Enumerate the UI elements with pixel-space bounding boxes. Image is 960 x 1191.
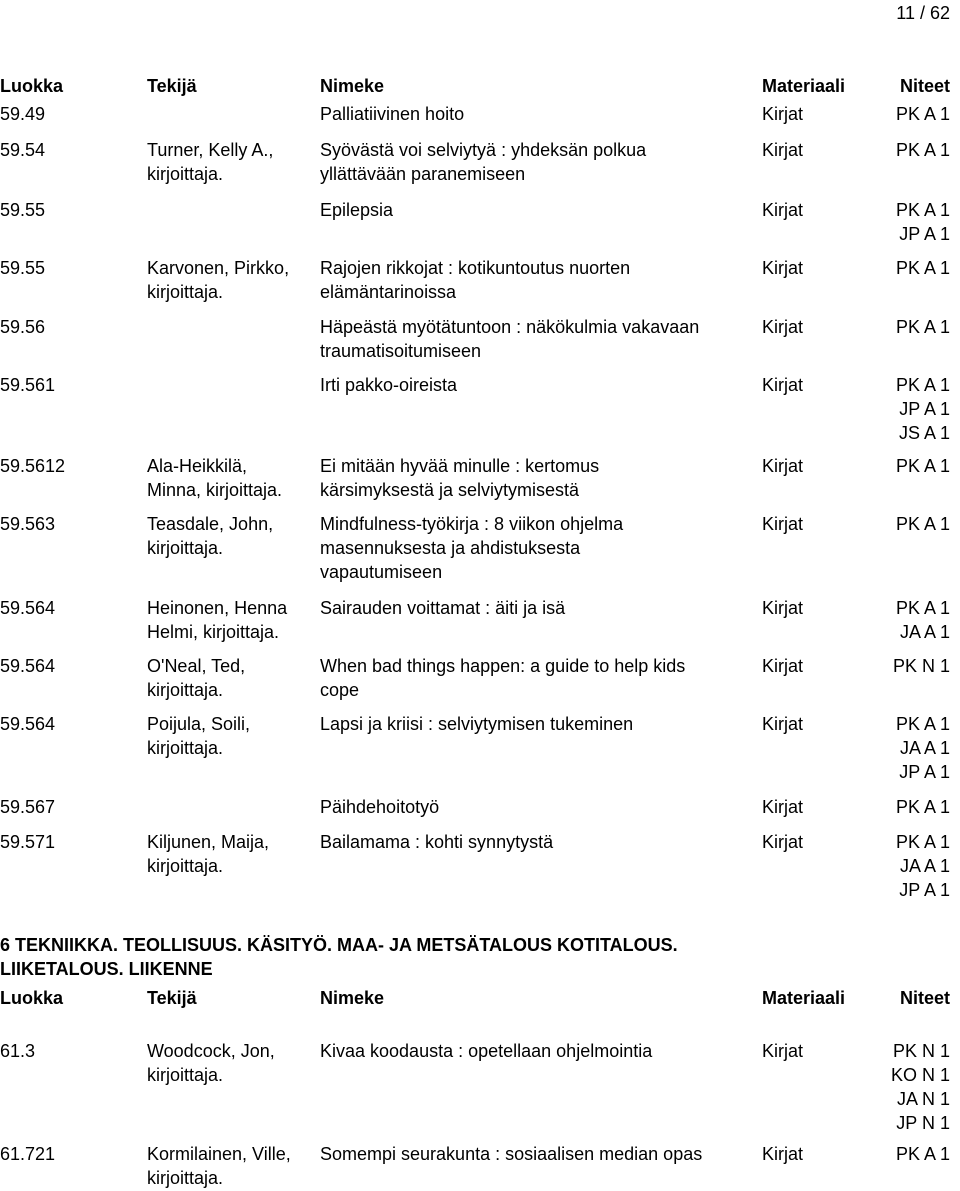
author-cell — [147, 256, 289, 304]
author-cell-line: kirjoittaja. — [147, 164, 224, 184]
copies-cell-line: JP A 1 — [899, 762, 950, 782]
author-cell-line: Poijula, Soili, — [147, 714, 251, 734]
class-cell: 59.49 — [0, 104, 46, 124]
author-cell-line: kirjoittaja. — [147, 538, 224, 558]
header-copies: Niteet — [899, 988, 950, 1008]
class-cell: 59.571 — [0, 832, 56, 852]
author-cell-line: Heinonen, Henna — [147, 598, 288, 618]
class-cell: 59.55 — [0, 258, 46, 278]
title-cell — [320, 373, 457, 397]
author-cell-line: Woodcock, Jon, — [147, 1041, 275, 1061]
copies-cell — [896, 512, 950, 536]
copies-cell-line: PK A 1 — [895, 104, 950, 124]
material-cell: Kirjat — [762, 832, 804, 852]
copies-cell-line: JP A 1 — [899, 224, 950, 244]
title-cell — [320, 256, 630, 304]
author-cell-line: kirjoittaja. — [147, 856, 224, 876]
header-material: Materiaali — [762, 988, 846, 1008]
title-cell-line: Epilepsia — [320, 200, 394, 220]
material-cell: Kirjat — [762, 200, 804, 220]
author-cell — [147, 596, 287, 644]
copies-cell-line: JP N 1 — [896, 1113, 950, 1133]
title-cell-line: Päihdehoitotyö — [320, 797, 440, 817]
title-cell — [320, 1039, 652, 1063]
copies-cell-line: JP A 1 — [899, 399, 950, 419]
material-cell: Kirjat — [762, 375, 804, 395]
title-cell-line: Syövästä voi selviytyä : yhdeksän polkua — [320, 140, 647, 160]
header-class: Luokka — [0, 76, 64, 96]
copies-cell-line: PK A 1 — [895, 317, 950, 337]
title-cell-line: Rajojen rikkojat : kotikuntoutus nuorten — [320, 258, 631, 278]
material-cell: Kirjat — [762, 598, 804, 618]
copies-cell-line: PK N 1 — [892, 1041, 950, 1061]
author-cell-line: Ala-Heikkilä, — [147, 456, 248, 476]
author-cell-line: Teasdale, John, — [147, 514, 274, 534]
material-cell: Kirjat — [762, 1041, 804, 1061]
copies-cell-line: PK A 1 — [895, 456, 950, 476]
copies-cell — [896, 256, 950, 280]
material-cell: Kirjat — [762, 1144, 804, 1164]
title-cell-line: cope — [320, 680, 360, 700]
author-cell-line: Karvonen, Pirkko, — [147, 258, 290, 278]
title-cell — [320, 198, 393, 222]
title-cell-line: vapautumiseen — [320, 562, 443, 582]
header-title: Nimeke — [320, 988, 385, 1008]
title-cell-line: Kivaa koodausta : opetellaan ohjelmointia — [320, 1041, 653, 1061]
title-cell-line: Sairauden voittamat : äiti ja isä — [320, 598, 566, 618]
material-cell: Kirjat — [762, 140, 804, 160]
material-cell: Kirjat — [762, 714, 804, 734]
material-cell: Kirjat — [762, 797, 804, 817]
title-cell-line: Ei mitään hyvää minulle : kertomus — [320, 456, 600, 476]
copies-cell — [896, 315, 950, 339]
author-cell — [147, 830, 269, 878]
author-cell-line: kirjoittaja. — [147, 282, 224, 302]
author-cell-line: kirjoittaja. — [147, 680, 224, 700]
title-cell — [320, 830, 553, 854]
author-cell — [147, 512, 273, 560]
copies-cell-line: PK A 1 — [895, 797, 950, 817]
title-cell-line: Irti pakko-oireista — [320, 375, 458, 395]
title-cell-line: Häpeästä myötätuntoon : näkökulmia vakavaan — [320, 317, 700, 337]
copies-cell-line: JP A 1 — [899, 880, 950, 900]
copies-cell — [896, 596, 950, 644]
copies-cell — [896, 795, 950, 819]
title-cell-line: When bad things happen: a guide to help kids — [320, 656, 686, 676]
title-cell — [320, 512, 623, 584]
title-cell — [320, 102, 464, 126]
title-cell — [320, 654, 685, 702]
author-cell — [147, 1039, 275, 1087]
title-cell — [320, 712, 633, 736]
copies-cell-line: PK A 1 — [895, 200, 950, 220]
header-material: Materiaali — [762, 76, 846, 96]
header-class: Luokka — [0, 988, 64, 1008]
title-cell-line: Bailamama : kohti synnytystä — [320, 832, 554, 852]
class-cell: 59.5612 — [0, 456, 66, 476]
author-cell — [147, 712, 250, 760]
class-cell: 59.56 — [0, 317, 46, 337]
copies-cell — [896, 373, 950, 445]
material-cell: Kirjat — [762, 104, 804, 124]
copies-cell-line: JA A 1 — [899, 856, 950, 876]
material-cell: Kirjat — [762, 514, 804, 534]
header-author: Tekijä — [147, 988, 197, 1008]
title-cell-line: traumatisoitumiseen — [320, 341, 482, 361]
copies-cell — [896, 1142, 950, 1166]
class-cell: 59.54 — [0, 140, 46, 160]
author-cell — [147, 1142, 291, 1190]
copies-cell-line: JS A 1 — [898, 423, 950, 443]
copies-cell-line: JA N 1 — [896, 1089, 950, 1109]
copies-cell — [893, 654, 950, 678]
copies-cell-line: JA A 1 — [899, 738, 950, 758]
title-cell — [320, 596, 565, 620]
class-cell: 59.561 — [0, 375, 56, 395]
copies-cell — [896, 830, 950, 902]
copies-cell-line: PK A 1 — [895, 258, 950, 278]
material-cell: Kirjat — [762, 258, 804, 278]
copies-cell — [896, 712, 950, 784]
author-cell-line: kirjoittaja. — [147, 1065, 224, 1085]
title-cell — [320, 138, 646, 186]
header-title: Nimeke — [320, 76, 385, 96]
material-cell: Kirjat — [762, 656, 804, 676]
author-cell-line: O'Neal, Ted, — [147, 656, 246, 676]
class-cell: 59.563 — [0, 514, 56, 534]
copies-cell-line: PK A 1 — [895, 375, 950, 395]
author-cell-line: Minna, kirjoittaja. — [147, 480, 283, 500]
copies-cell — [896, 102, 950, 126]
section-heading-line: LIIKETALOUS. LIIKENNE — [0, 959, 213, 979]
title-cell-line: yllättävään paranemiseen — [320, 164, 526, 184]
title-cell-line: masennuksesta ja ahdistuksesta — [320, 538, 581, 558]
class-cell: 59.564 — [0, 656, 56, 676]
header-copies: Niteet — [899, 76, 950, 96]
copies-cell — [896, 138, 950, 162]
copies-cell-line: PK A 1 — [895, 514, 950, 534]
class-cell: 61.721 — [0, 1144, 56, 1164]
author-cell-line: Turner, Kelly A., — [147, 140, 274, 160]
class-cell: 59.564 — [0, 598, 56, 618]
class-cell: 59.55 — [0, 200, 46, 220]
section-heading-line: 6 TEKNIIKKA. TEOLLISUUS. KÄSITYÖ. MAA- JA METSÄTALOUS KOTITALOUS. — [0, 935, 678, 955]
copies-cell-line: PK A 1 — [895, 1144, 950, 1164]
material-cell: Kirjat — [762, 317, 804, 337]
class-cell: 59.567 — [0, 797, 56, 817]
material-cell: Kirjat — [762, 456, 804, 476]
copies-cell-line: PK A 1 — [895, 140, 950, 160]
class-cell: 59.564 — [0, 714, 56, 734]
class-cell: 61.3 — [0, 1041, 36, 1061]
copies-cell-line: PK A 1 — [895, 714, 950, 734]
copies-cell — [896, 198, 950, 246]
author-cell — [147, 138, 273, 186]
copies-cell-line: PK N 1 — [892, 656, 950, 676]
copies-cell — [896, 454, 950, 478]
author-cell-line: Kormilainen, Ville, — [147, 1144, 291, 1164]
title-cell — [320, 795, 439, 819]
author-cell-line: kirjoittaja. — [147, 1168, 224, 1188]
copies-cell-line: JA A 1 — [899, 622, 950, 642]
author-cell — [147, 454, 282, 502]
copies-cell-line: KO N 1 — [890, 1065, 950, 1085]
header-author: Tekijä — [147, 76, 197, 96]
copies-cell-line: PK A 1 — [895, 832, 950, 852]
author-cell-line: Kiljunen, Maija, — [147, 832, 270, 852]
title-cell-line: kärsimyksestä ja selviytymisestä — [320, 480, 580, 500]
section-heading — [0, 933, 960, 981]
title-cell-line: Somempi seurakunta : sosiaalisen median opas — [320, 1144, 703, 1164]
author-cell-line: Helmi, kirjoittaja. — [147, 622, 280, 642]
title-cell — [320, 454, 599, 502]
page-number: 11 / 62 — [896, 3, 950, 23]
title-cell-line: Mindfulness-työkirja : 8 viikon ohjelma — [320, 514, 624, 534]
title-cell — [320, 315, 699, 363]
title-cell-line: Palliatiivinen hoito — [320, 104, 465, 124]
title-cell — [320, 1142, 702, 1166]
title-cell-line: Lapsi ja kriisi : selviytymisen tukeminen — [320, 714, 634, 734]
author-cell-line: kirjoittaja. — [147, 738, 224, 758]
copies-cell-line: PK A 1 — [895, 598, 950, 618]
author-cell — [147, 654, 245, 702]
copies-cell — [891, 1039, 950, 1135]
title-cell-line: elämäntarinoissa — [320, 282, 457, 302]
